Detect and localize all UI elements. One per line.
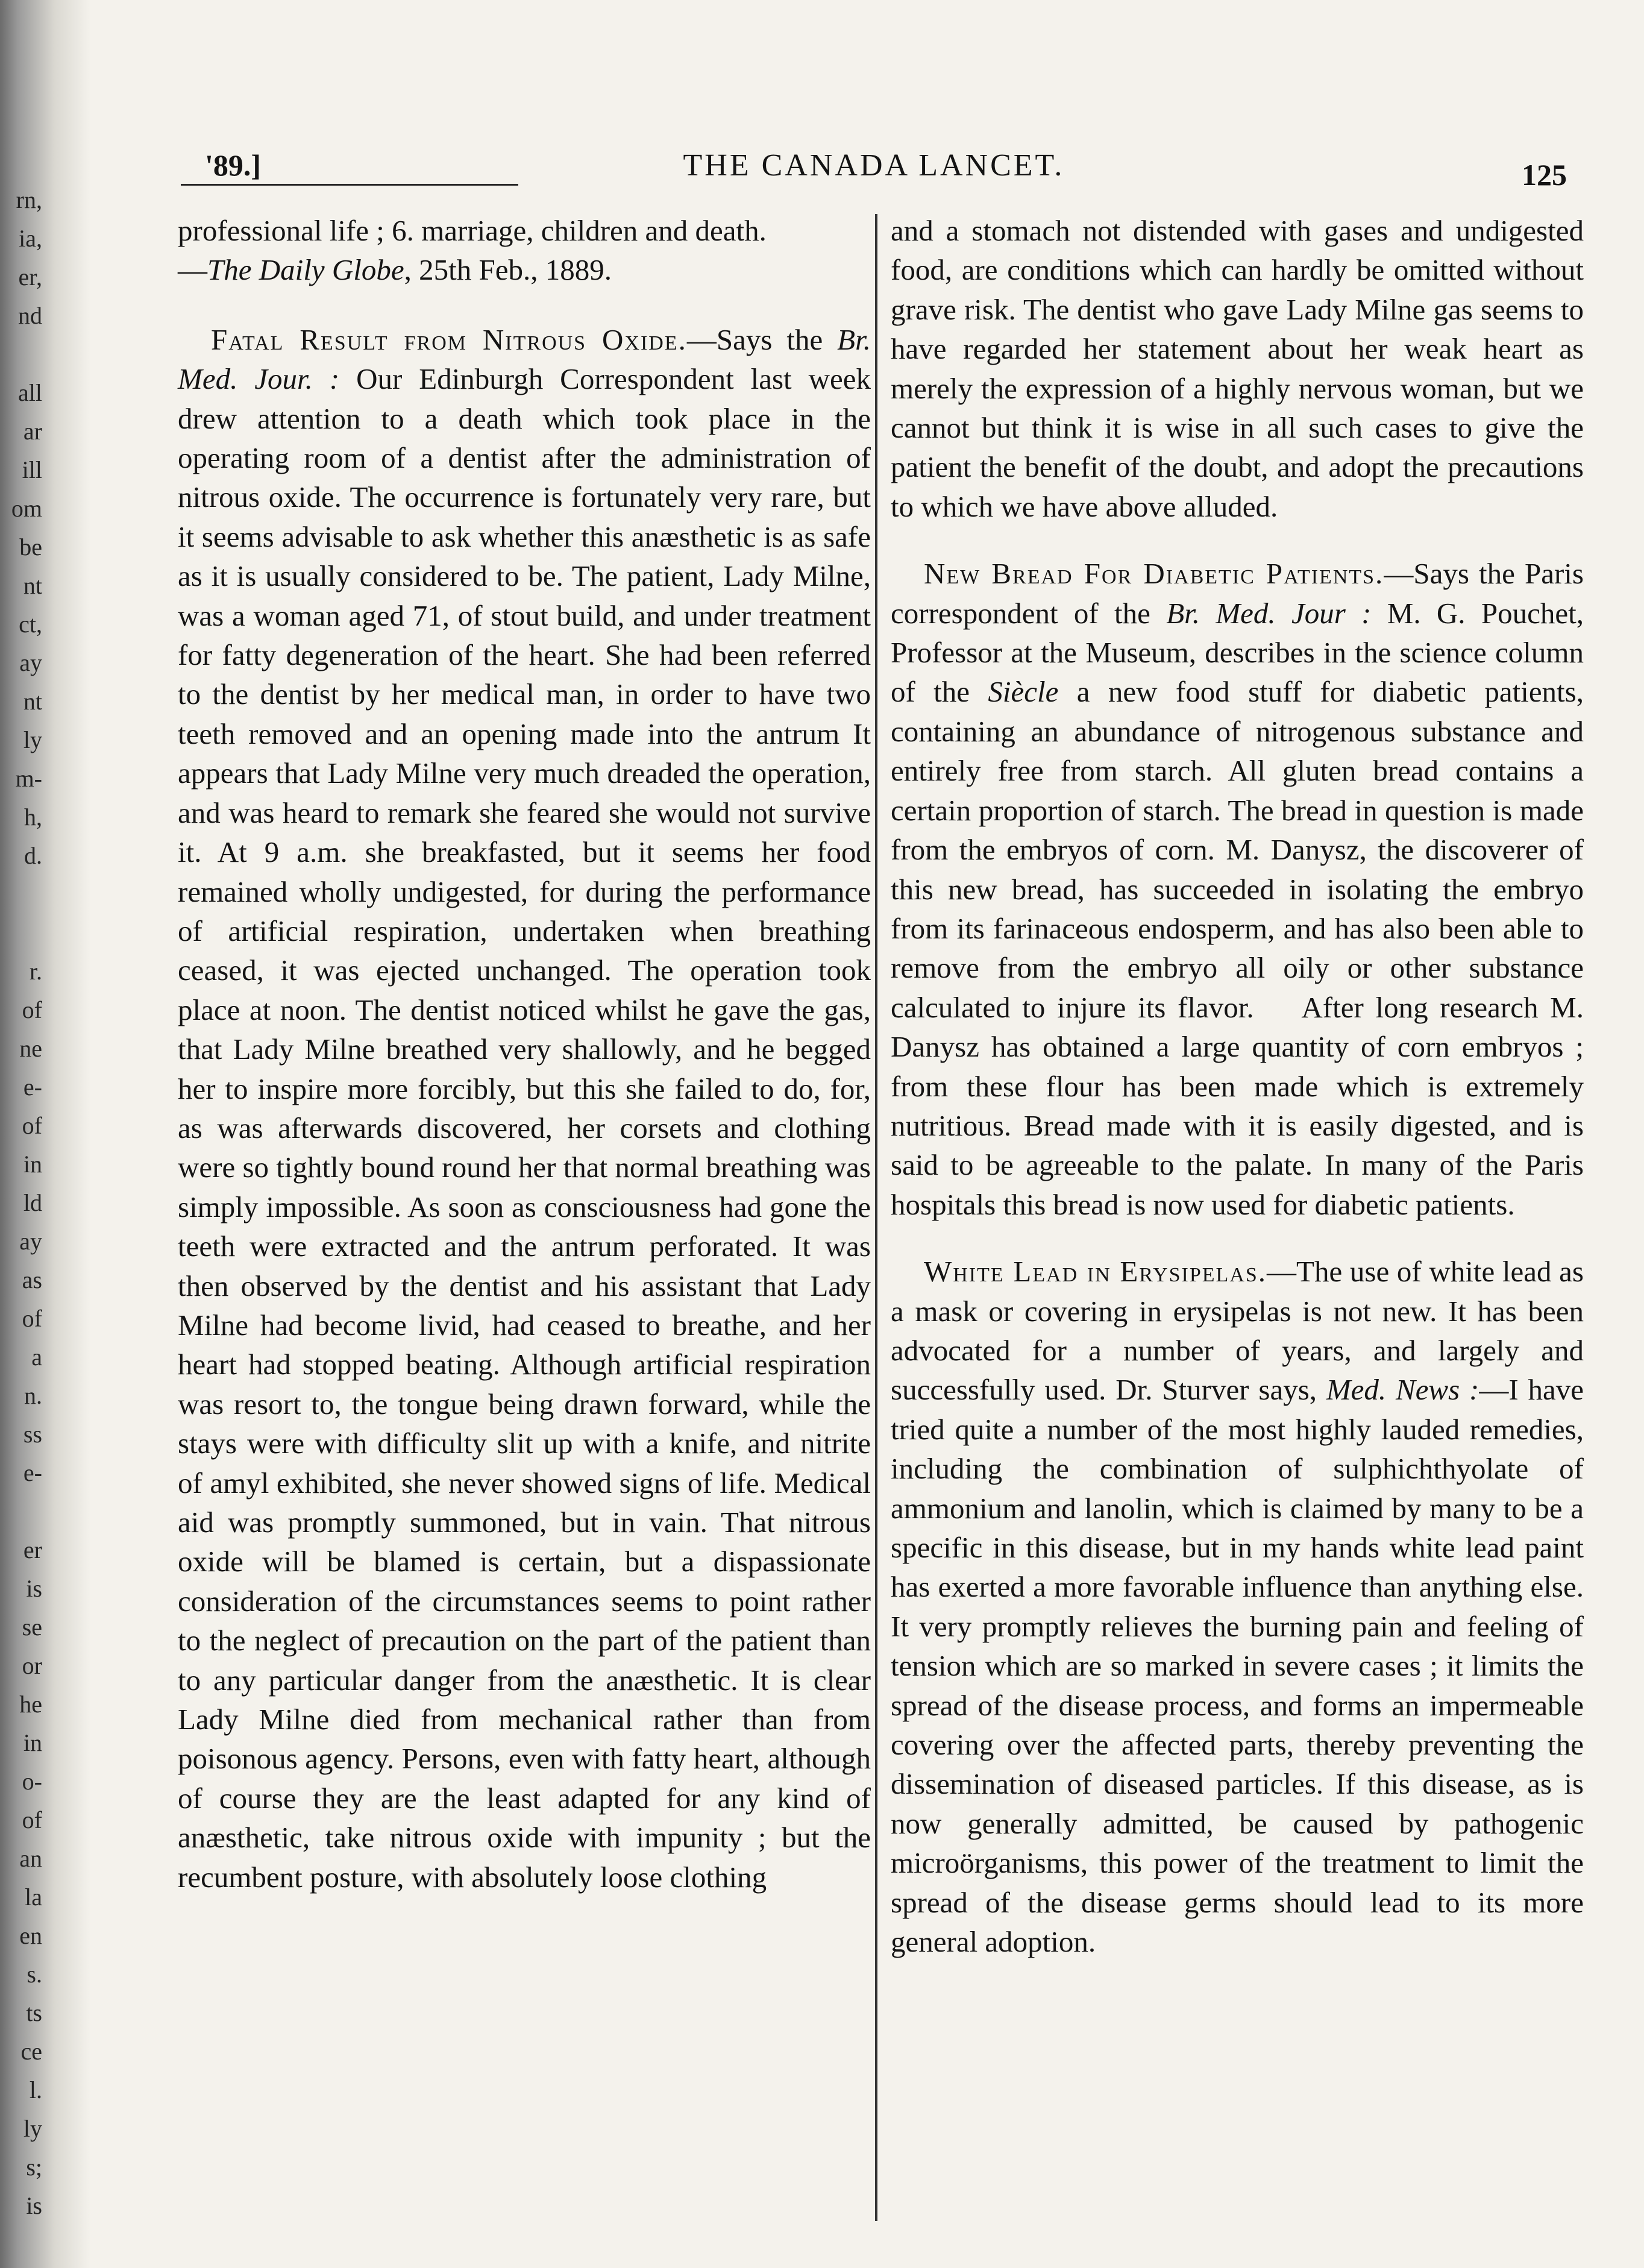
margin-fragment: h, [24,803,42,831]
margin-fragment: n. [24,1382,42,1409]
journal-citation: Med. News : [1326,1373,1479,1407]
adjacent-page-margin-text [0,181,42,2225]
margin-fragment: r. [29,958,42,985]
margin-fragment: he [19,1691,42,1718]
margin-fragment: is [26,1575,42,1602]
header-rule [181,184,518,186]
margin-fragment [0,914,42,952]
article-says: —Says the [686,322,838,356]
article-body: M. G. Pouchet, Professor at the Museum, describes in the science column of the [891,596,1584,709]
margin-fragment: ly [23,2115,42,2142]
article-heading: Fatal Result from Nitrous Oxide. [211,322,687,356]
column-divider [875,214,877,2221]
article-body-cont: After long research M. Danysz has obtained a large quantity of corn embryos ; from these flour has been made which is extremely nutritious. Bread made with it is easily digested, and is said to be agreeable to the palate. In many of the Paris hospitals this bread is now used for diabetic patients. [891,990,1584,1221]
margin-fragment: of [22,1305,42,1332]
margin-fragment: l. [29,2076,42,2103]
margin-fragment [0,335,42,374]
margin-fragment: ss [23,1421,42,1448]
article-heading: New Bread For Diabetic Patients. [924,557,1384,591]
article-nitrous-oxide [178,320,871,1897]
margin-fragment: all [18,379,42,406]
margin-fragment: om [11,495,42,522]
continuation-paragraph [891,211,1584,526]
source-date: , 25th Feb., 1889. [404,253,612,287]
source-newspaper: The Daily Globe [207,253,404,287]
margin-fragment: nd [18,302,42,329]
margin-fragment: e- [23,1073,42,1101]
journal-citation: Br. Med. Jour : [1166,596,1372,630]
margin-fragment: ay [19,649,42,676]
continuation-text: and a stomach not distended with gases and undigested food, are conditions which can hardly be omitted without grave risk. The dentist who gave Lady Milne gas seems to have regarded her statement about her weak heart as merely the expression of a highly nervous woman, but we cannot but think it is wise in all such cases to give the patient the benefit of the doubt, and adopt the precautions to which we have above alluded. [891,214,1584,523]
journal-citation: Br. Med. Jour. : [178,322,871,396]
margin-fragment: is [26,2192,42,2219]
article-diabetic-bread [891,554,1584,1224]
margin-fragment: o- [22,1768,42,1795]
margin-fragment: in [23,1151,42,1178]
header-year: '89.] [205,148,262,182]
article-heading: White Lead in Erysipelas. [924,1255,1267,1289]
margin-fragment: ne [19,1035,42,1062]
margin-fragment: en [19,1922,42,1949]
margin-fragment: in [23,1729,42,1756]
margin-fragment: ct, [19,611,42,638]
margin-fragment [0,875,42,914]
source-dash: — [178,253,207,287]
margin-fragment: of [22,1112,42,1139]
article-body-cont: a new food stuff for diabetic patients, containing an abundance of nitrogenous substance and entirely free from starch. All gluten bread contains a certain proportion of starch. The bread in question is made from the embryos of corn. M. Danysz, the discoverer of this new bread, has succeeded in isolating the embryo from its farinaceous endosperm, and has also been able to remove from the embryo all oily or other substance calculated to injure its flavor. [891,675,1584,1024]
margin-fragment: e- [23,1459,42,1486]
siecle-title: Siècle [988,675,1059,709]
margin-fragment: la [25,1883,42,1911]
margin-fragment: a [31,1343,42,1371]
article-says: —Says the Paris correspondent of the [891,557,1584,630]
margin-fragment: ar [23,418,42,445]
margin-fragment: an [19,1845,42,1872]
margin-fragment: ce [20,2038,42,2065]
continuation-text: professional life ; 6. marriage, children and death. [178,214,767,247]
right-column [891,211,1584,1989]
margin-fragment: be [19,533,42,561]
margin-fragment: or [22,1652,42,1679]
continuation-paragraph [178,211,871,290]
margin-fragment: ld [23,1189,42,1216]
margin-fragment: er [23,1536,42,1563]
running-header [181,136,1567,192]
margin-fragment: er, [18,263,42,291]
margin-fragment: ill [22,456,42,483]
margin-fragment: m- [15,765,42,792]
margin-fragment: of [22,1806,42,1833]
margin-fragment [0,1492,42,1531]
margin-fragment: nt [23,572,42,599]
margin-fragment: s; [26,2153,42,2181]
margin-fragment: ay [19,1228,42,1255]
article-body: —The use of white lead as a mask or covering in erysipelas is not new. It has been advocated for a number of years, and largely and successfully used. Dr. Sturver says, [891,1255,1584,1407]
margin-fragment: as [22,1266,42,1293]
margin-fragment: s. [27,1961,42,1988]
article-body: Our Edinburgh Correspondent last week drew attention to a death which took place in the operating room of a dentist after the administration of nitrous oxide. The occurrence is fortunately very rare, but it seems advisable to ask whether this anæsthetic is as safe as it is usually considered to be. The patient, Lady Milne, was a woman aged 71, of stout build, and under treatment for fatty degeneration of the heart. She had been referred to the dentist by her medical man, in order to have two teeth removed and an opening made into the antrum It appears that Lady Milne very much dreaded the operation, and was heard to remark she feared she would not survive it. At 9 a.m. she breakfasted, but it seems her food remained wholly undigested, for during the performance of artificial respiration, undertaken when breathing ceased, it was ejected unchanged. The operation took place at noon. The dentist noticed whilst he gave the gas, that Lady Milne breathed very shallowly, and he begged her to inspire more forcibly, but this she failed to do, for, as was afterwards discovered, her corsets and clothing were so tightly bound round her that normal breathing was simply impossible. As soon as consciousness had gone the teeth were extracted and the antrum perforated. It was then observed by the dentist and his assistant that Lady Milne had become livid, had ceased to breathe, and her heart had stopped beating. Although artificial respiration was resort to, the tongue being drawn forward, while the stays were with difficulty slit up with a knife, and nitrite of amyl exhibited, she never showed signs of life. Medical aid was promptly summoned, but in vain. That nitrous oxide will be blamed is certain, but a dispassionate consideration of the circumstances seems to point rather to the neglect of precaution on the part of the patient than to any particular danger from the anæsthetic. It is clear Lady Milne died from mechanical rather than from poisonous agency. Persons, even with fatty heart, although of course they are the least adapted for any kind of anæsthetic, take nitrous oxide with impunity ; but the recumbent posture, with absolutely loose clothing [178,362,871,1894]
margin-fragment: of [22,996,42,1023]
article-body-cont: —I have tried quite a number of the most highly lauded remedies, including the combination of sulphichthyolate of ammonium and lanolin, which is claimed by many to be a specific in this disease, but in my hands white lead paint has exerted a more favorable influence than anything else. It very promptly relieves the burning pain and feeling of tension which are so marked in severe cases ; it limits the spread of the disease process, and forms an impermeable covering over the affected parts, thereby preventing the dissemination of diseased particles. If this disease, as is now generally admitted, be caused by pathogenic microörganisms, this power of the treatment to limit the spread of the disease germs should lead to its more general adoption. [891,1373,1584,1959]
left-column [178,211,871,1924]
margin-fragment: se [22,1613,42,1641]
margin-fragment: ia, [19,225,42,252]
margin-fragment: nt [23,688,42,715]
journal-title: THE CANADA LANCET. [683,148,1065,183]
margin-fragment: rn, [16,186,42,213]
article-white-lead [891,1252,1584,1961]
margin-fragment: d. [24,842,42,869]
margin-fragment: ly [23,726,42,753]
page-number: 125 [1522,158,1567,192]
margin-fragment: ts [26,1999,42,2026]
